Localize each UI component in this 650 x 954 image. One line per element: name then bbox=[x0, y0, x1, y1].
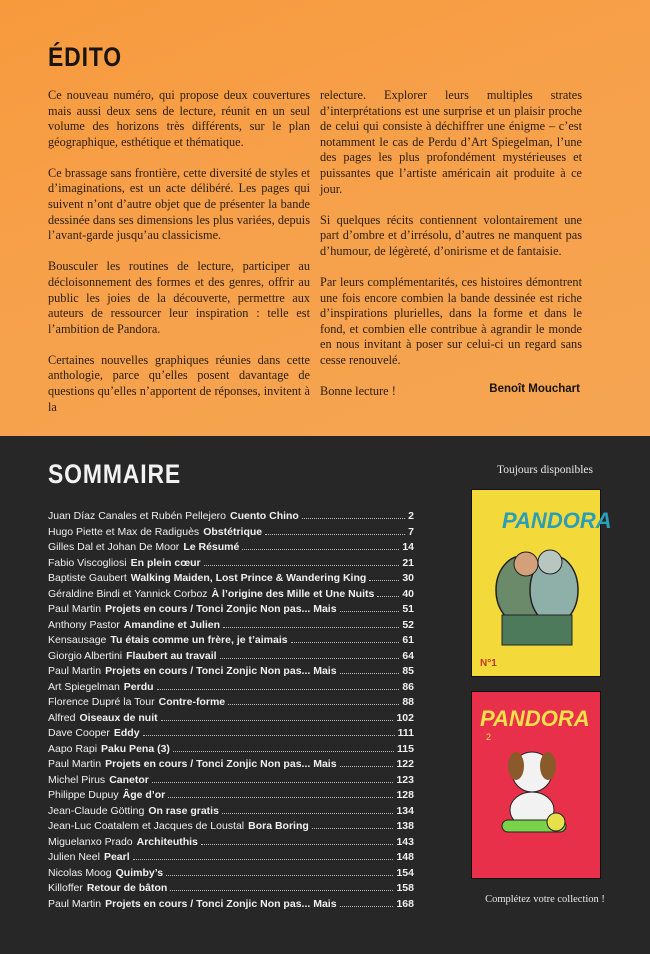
toc-entry[interactable] bbox=[48, 898, 414, 914]
toc-page-number: 111 bbox=[397, 727, 414, 739]
toc-entry[interactable] bbox=[48, 805, 414, 821]
toc-work-title: Le Résumé bbox=[183, 541, 240, 553]
toc-entry[interactable] bbox=[48, 619, 414, 635]
toc-author: Miguelanxo Prado bbox=[48, 835, 133, 848]
toc-leader-dots bbox=[133, 858, 394, 860]
toc-leader-dots bbox=[377, 595, 399, 597]
edito-paragraph: relecture. Explorer leurs multiples strates d’interprétations est une surprise et un plaisir proche de celui qui consiste à déchiffrer une énigme – c’est notamment le cas de Perdu d’Art Spiegelman, l’une des pages les plus profondément mystérieuses et puissantes que l’artiste américain ait produite à ce jour. bbox=[320, 88, 582, 196]
toc-page-number: 143 bbox=[396, 835, 414, 848]
table-of-contents bbox=[48, 510, 414, 913]
toc-page-number: 154 bbox=[396, 866, 414, 879]
complete-collection-label: Complétez votre collection ! bbox=[485, 894, 605, 905]
toc-page-number: 2 bbox=[408, 510, 414, 522]
toc-entry[interactable] bbox=[48, 851, 414, 867]
toc-entry[interactable] bbox=[48, 603, 414, 619]
toc-author: Killoffer bbox=[48, 882, 83, 894]
toc-author: Florence Dupré la Tour bbox=[48, 696, 155, 708]
toc-leader-dots bbox=[369, 579, 399, 581]
toc-entry[interactable] bbox=[48, 836, 414, 852]
toc-entry[interactable] bbox=[48, 727, 414, 743]
toc-leader-dots bbox=[157, 688, 400, 690]
toc-leader-dots bbox=[220, 657, 400, 659]
toc-page-number: 86 bbox=[402, 680, 414, 693]
toc-author: Philippe Dupuy bbox=[48, 789, 119, 801]
toc-entry[interactable] bbox=[48, 743, 414, 759]
toc-page-number: 138 bbox=[396, 820, 414, 832]
toc-author: Julien Neel bbox=[48, 851, 100, 863]
toc-work-title: Amandine et Julien bbox=[123, 618, 221, 631]
toc-entry[interactable] bbox=[48, 712, 414, 728]
cover-1-title: PANDORA bbox=[502, 508, 612, 533]
toc-page-number: 158 bbox=[396, 882, 414, 894]
cover-issue-1[interactable] bbox=[471, 489, 612, 677]
toc-page-number: 134 bbox=[396, 804, 414, 817]
toc-work-title: On rase gratis bbox=[148, 804, 219, 817]
toc-entry[interactable] bbox=[48, 758, 414, 774]
toc-author: Jean-Luc Coatalem et Jacques de Loustal bbox=[48, 820, 245, 832]
toc-leader-dots bbox=[340, 905, 394, 907]
toc-author: Gilles Dal et Johan De Moor bbox=[48, 541, 180, 553]
toc-entry[interactable] bbox=[48, 681, 414, 697]
toc-author: Aapo Rapi bbox=[48, 742, 98, 755]
cover-2-illustration bbox=[472, 692, 600, 878]
toc-leader-dots bbox=[265, 533, 405, 535]
toc-leader-dots bbox=[291, 641, 400, 643]
toc-entry[interactable] bbox=[48, 665, 414, 681]
toc-entry[interactable] bbox=[48, 650, 414, 666]
toc-leader-dots bbox=[340, 765, 394, 767]
available-label: Toujours disponibles bbox=[497, 464, 593, 476]
toc-work-title: Canetor bbox=[109, 773, 149, 786]
toc-page-number: 30 bbox=[402, 572, 414, 584]
toc-page-number: 148 bbox=[396, 851, 414, 863]
toc-author: Hugo Piette et Max de Radiguès bbox=[48, 525, 200, 538]
toc-work-title: Obstétrique bbox=[203, 525, 263, 538]
toc-page-number: 123 bbox=[396, 773, 414, 786]
edito-title: ÉDITO bbox=[48, 42, 122, 72]
toc-page-number: 64 bbox=[402, 649, 414, 662]
toc-author: Géraldine Bindi et Yannick Corboz bbox=[48, 587, 208, 600]
toc-author: Art Spiegelman bbox=[48, 680, 120, 693]
toc-author: Paul Martin bbox=[48, 603, 102, 615]
toc-entry[interactable] bbox=[48, 882, 414, 898]
toc-leader-dots bbox=[170, 889, 393, 891]
toc-work-title: Quimby’s bbox=[115, 866, 164, 879]
edito-paragraph: Par leurs complémentarités, ces histoires démontrent une fois encore combien la bande dessinée est riche d’inspirations plurielles, dans la forme et dans le fond, et combien elle contribue à agrandir le monde en nous invitant à poser sur celui-ci un regard sans cesse renouvelé. bbox=[320, 274, 582, 367]
toc-work-title: Projets en cours / Tonci Zonjic Non pas... Mais bbox=[105, 758, 337, 770]
toc-leader-dots bbox=[168, 796, 393, 798]
sommaire-title: SOMMAIRE bbox=[48, 459, 182, 489]
toc-page-number: 52 bbox=[402, 618, 414, 631]
toc-leader-dots bbox=[201, 843, 394, 845]
toc-work-title: Bora Boring bbox=[248, 820, 309, 832]
toc-entry[interactable] bbox=[48, 588, 414, 604]
toc-author: Giorgio Albertini bbox=[48, 649, 123, 662]
cover-2-title: PANDORA bbox=[480, 706, 590, 731]
toc-page-number: 21 bbox=[402, 556, 414, 569]
toc-work-title: Flaubert au travail bbox=[126, 649, 217, 662]
edito-paragraph: Ce nouveau numéro, qui propose deux couvertures mais aussi deux sens de lecture, réunit en un seul volume des horizons très différents, sur le plan géographique, esthétique et thématique. bbox=[48, 88, 310, 149]
edito-paragraph: Ce brassage sans frontière, cette diversité de styles et d’imaginations, est un acte délibéré. Les pages qui suivent n’ont d’autre objet que de présenter la bande dessinée dans ses dimensions les plus variées, depuis l’avant-garde jusqu’au classicisme. bbox=[48, 165, 310, 243]
toc-leader-dots bbox=[222, 812, 394, 814]
edito-left-column bbox=[48, 88, 310, 431]
toc-entry[interactable] bbox=[48, 774, 414, 790]
toc-work-title: Pearl bbox=[103, 851, 130, 863]
toc-author: Fabio Viscogliosi bbox=[48, 556, 127, 569]
toc-page-number: 85 bbox=[402, 665, 414, 677]
toc-leader-dots bbox=[228, 703, 399, 705]
toc-work-title: Perdu bbox=[123, 680, 154, 693]
toc-leader-dots bbox=[302, 517, 405, 519]
toc-author: Michel Pirus bbox=[48, 773, 106, 786]
toc-page-number: 102 bbox=[396, 711, 414, 724]
toc-work-title: Contre-forme bbox=[158, 696, 226, 708]
toc-work-title: Walking Maiden, Lost Prince & Wandering King bbox=[130, 572, 367, 584]
toc-entry[interactable] bbox=[48, 789, 414, 805]
toc-entry[interactable] bbox=[48, 820, 414, 836]
toc-page-number: 122 bbox=[396, 758, 414, 770]
toc-work-title: Projets en cours / Tonci Zonjic Non pas... Mais bbox=[105, 603, 337, 615]
toc-work-title: À l’origine des Mille et Une Nuits bbox=[211, 587, 375, 600]
toc-leader-dots bbox=[161, 719, 394, 721]
toc-author: Juan Díaz Canales et Rubén Pellejero bbox=[48, 510, 227, 522]
toc-work-title: Âge d’or bbox=[122, 789, 166, 801]
toc-work-title: Tu étais comme un frère, je t’aimais bbox=[110, 634, 288, 646]
toc-author: Kensausage bbox=[48, 634, 107, 646]
cover-1-illustration bbox=[472, 490, 600, 676]
toc-page-number: 61 bbox=[402, 634, 414, 646]
toc-leader-dots bbox=[204, 564, 400, 566]
toc-work-title: Architeuthis bbox=[136, 835, 198, 848]
toc-author: Anthony Pastor bbox=[48, 618, 120, 631]
toc-page-number: 51 bbox=[402, 603, 414, 615]
edito-paragraph: Si quelques récits contiennent volontairement une part d’ombre et d’irrésolu, d’autres ne manquent pas d’humour, de légèreté, d’onirisme et de fantaisie. bbox=[320, 212, 582, 258]
toc-author: Dave Cooper bbox=[48, 727, 110, 739]
edito-paragraph: Bousculer les routines de lecture, participer au décloisonnement des formes et des genres, offrir au public les joies de la découverte, permettre aux auteurs de ressourcer leur inspiration : telle est l’ambition de Pandora. bbox=[48, 259, 310, 336]
toc-work-title: En plein cœur bbox=[130, 556, 201, 569]
toc-page-number: 115 bbox=[397, 742, 414, 755]
toc-author: Baptiste Gaubert bbox=[48, 572, 127, 584]
toc-page-number: 168 bbox=[396, 897, 414, 910]
toc-work-title: Projets en cours / Tonci Zonjic Non pas... Mais bbox=[105, 897, 337, 910]
toc-entry[interactable] bbox=[48, 634, 414, 650]
toc-author: Paul Martin bbox=[48, 897, 102, 910]
toc-leader-dots bbox=[166, 874, 393, 876]
toc-work-title: Paku Pena (3) bbox=[101, 742, 170, 755]
toc-work-title: Eddy bbox=[113, 727, 140, 739]
toc-leader-dots bbox=[143, 734, 395, 736]
toc-author: Paul Martin bbox=[48, 758, 102, 770]
toc-leader-dots bbox=[223, 626, 399, 628]
toc-page-number: 88 bbox=[402, 696, 414, 708]
toc-page-number: 128 bbox=[396, 789, 414, 801]
toc-page-number: 7 bbox=[408, 525, 414, 538]
toc-leader-dots bbox=[152, 781, 394, 783]
toc-page-number: 14 bbox=[402, 541, 414, 553]
toc-entry[interactable] bbox=[48, 572, 414, 588]
toc-entry[interactable] bbox=[48, 557, 414, 573]
toc-work-title: Projets en cours / Tonci Zonjic Non pas... Mais bbox=[105, 665, 337, 677]
toc-leader-dots bbox=[312, 827, 394, 829]
toc-entry[interactable] bbox=[48, 696, 414, 712]
edito-closing: Bonne lecture ! bbox=[320, 384, 396, 398]
toc-leader-dots bbox=[242, 548, 399, 550]
toc-leader-dots bbox=[173, 750, 394, 752]
edito-right-column bbox=[320, 88, 582, 415]
toc-page-number: 40 bbox=[402, 587, 414, 600]
toc-author: Jean-Claude Götting bbox=[48, 804, 145, 817]
edito-signature: Benoît Mouchart bbox=[489, 383, 580, 395]
toc-author: Alfred bbox=[48, 711, 76, 724]
edito-paragraph: Certaines nouvelles graphiques réunies dans cette anthologie, parce qu’elles posent davantage de questions qu’elles n’apportent de réponses, invitent à la bbox=[48, 352, 310, 414]
cover-issue-2[interactable] bbox=[471, 691, 601, 879]
toc-leader-dots bbox=[340, 610, 400, 612]
toc-entry[interactable] bbox=[48, 541, 414, 557]
cover-1-number: N°1 bbox=[480, 658, 497, 669]
toc-entry[interactable] bbox=[48, 867, 414, 883]
toc-work-title: Cuento Chino bbox=[230, 510, 299, 522]
cover-2-number: 2 bbox=[486, 732, 492, 742]
toc-work-title: Oiseaux de nuit bbox=[79, 711, 158, 724]
toc-entry[interactable] bbox=[48, 526, 414, 542]
toc-leader-dots bbox=[340, 672, 400, 674]
toc-entry[interactable] bbox=[48, 510, 414, 526]
toc-author: Nicolas Moog bbox=[48, 866, 112, 879]
toc-author: Paul Martin bbox=[48, 665, 102, 677]
toc-work-title: Retour de bâton bbox=[86, 882, 168, 894]
